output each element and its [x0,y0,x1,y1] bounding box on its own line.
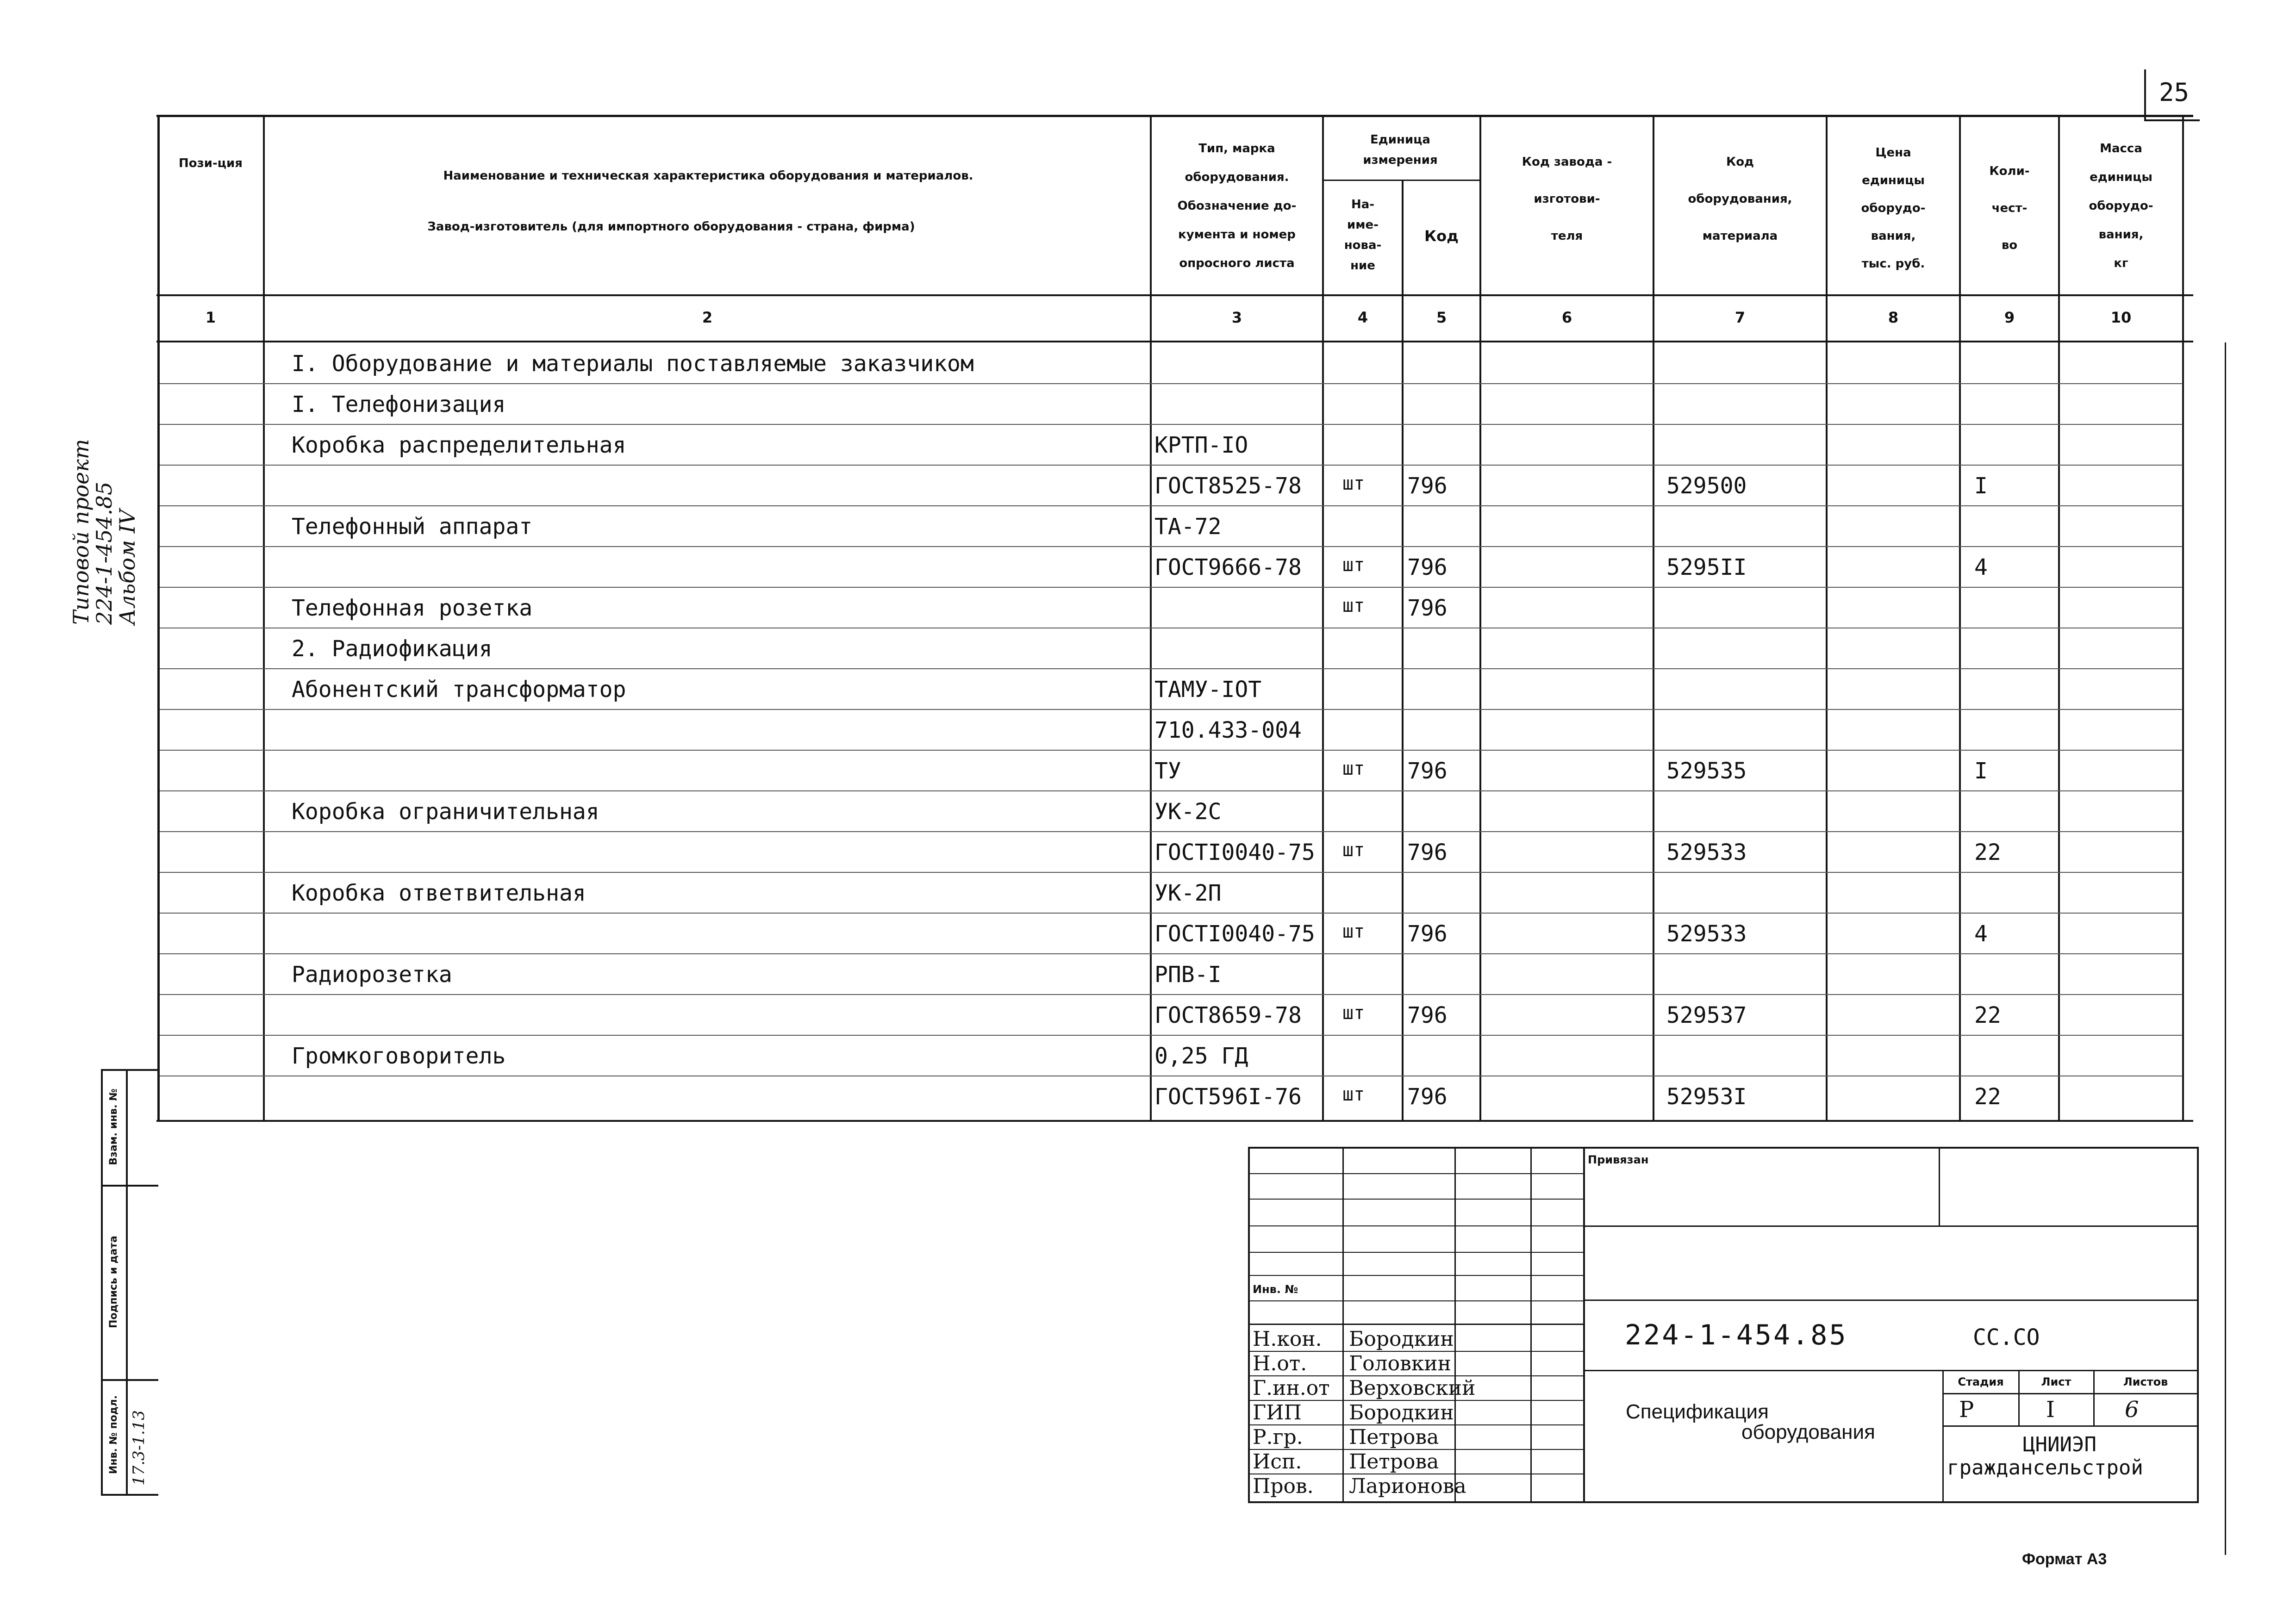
margin-label-replacement: Взам. инв. № [108,1088,119,1165]
sheets-label: Листов [2123,1375,2168,1388]
privyazan-label: Привязан [1588,1153,1649,1166]
row-name-cell: Радиорозетка [292,962,452,988]
header-factory-code-line: теля [1551,229,1583,243]
row-name-cell: 2. Радиофикация [292,636,493,662]
row-divider [160,587,2183,588]
header-equipment-code-line: оборудования, [1688,192,1792,206]
row-divider [160,668,2183,669]
row-name-cell: Телефонный аппарат [292,514,533,540]
header-name-line-2: Завод-изготовитель (для импортного оборудования - страна, фирма) [427,220,915,234]
row-type-cell: ТАМУ-IОТ [1154,677,1262,703]
row-type-cell: УК-2П [1154,880,1222,906]
row-divider [160,709,2183,710]
header-price-line: вания, [1871,229,1916,243]
header-quantity [1961,153,2058,264]
signature-role: Н.кон. [1253,1327,1322,1351]
signature-divider [1248,1351,1583,1352]
row-equipment-code-cell: 529535 [1666,758,1747,784]
row-unit-code-cell: 796 [1407,921,1447,947]
row-divider [160,994,2183,995]
row-type-cell: ГОСТ8525-78 [1154,473,1302,499]
row-type-cell: ГОСТI0040-75 [1154,921,1315,947]
row-divider [160,872,2183,873]
row-name-cell: I. Телефонизация [292,392,506,417]
signature-role: Г.ин.от [1253,1376,1330,1400]
header-factory-code [1481,143,1653,255]
organization-line-2: граждансельстрой [1947,1456,2143,1480]
header-quantity-line: чест- [1991,201,2028,215]
header-mass-line: Масса [2100,142,2142,155]
signature-name: Петрова [1349,1450,1439,1474]
sheet-label: Лист [2041,1375,2071,1388]
row-unit-code-cell: 796 [1407,595,1447,621]
column-number-4: 4 [1357,309,1368,326]
header-unit-name [1324,194,1402,276]
header-mass [2060,134,2182,278]
row-unit-code-cell: 796 [1407,758,1447,784]
header-quantity-line: во [2001,238,2018,252]
row-equipment-code-cell: 529533 [1666,921,1747,947]
row-name-cell: Коробка ответвительная [292,880,586,906]
row-unit-code-cell: 796 [1407,839,1447,865]
margin-label-inventory: Инв. № подл. [108,1395,119,1474]
format-label: Формат А3 [2022,1550,2107,1568]
header-equipment-code-line: Код [1726,155,1754,169]
header-equipment-code [1654,143,1826,255]
row-unit-code-cell: 796 [1407,554,1447,580]
row-divider [160,750,2183,751]
row-type-cell: ГОСТ8659-78 [1154,1002,1302,1028]
row-unit-cell: шт [1342,839,1365,861]
header-mass-line: вания, [2098,228,2144,242]
row-type-cell: 0,25 ГД [1154,1043,1248,1069]
column-number-7: 7 [1734,309,1746,326]
column-number-3: 3 [1231,309,1242,326]
header-price-line: единицы [1862,174,1925,187]
row-unit-cell: шт [1342,473,1365,494]
row-name-cell: I. Оборудование и материалы поставляемые заказчиком [292,351,974,377]
row-quantity-cell: 22 [1974,1002,2001,1028]
header-equipment-code-line: материала [1702,229,1778,243]
row-type-cell: ТУ [1154,758,1181,784]
document-code: 224-1-454.85 [1625,1319,1848,1351]
header-position: Пози-ция [179,156,243,170]
signature-divider [1248,1424,1583,1425]
row-divider [160,505,2183,506]
margin-inventory-value: 17.3-1.13 [130,1410,148,1486]
header-type-line: Тип, марка [1198,142,1275,155]
signature-role: Н.от. [1253,1352,1307,1375]
header-mass-line: кг [2114,256,2128,270]
row-unit-cell: шт [1342,1084,1365,1105]
header-unit-name-line: нова- [1344,238,1382,252]
row-divider [160,913,2183,914]
margin-label-signature: Подпись и дата [108,1236,119,1328]
row-name-cell: Телефонная розетка [292,595,533,621]
header-factory-code-line: изготови- [1534,192,1600,206]
side-stamp-line-2: 224-1-454.85 [92,481,117,625]
signature-name: Петрова [1349,1425,1439,1449]
header-mass-line: оборудо- [2089,199,2153,213]
column-number-2: 2 [702,309,713,326]
row-quantity-cell: I [1974,758,1988,784]
header-price-line: оборудо- [1861,201,1926,215]
row-unit-code-cell: 796 [1407,1084,1447,1110]
row-divider [160,953,2183,954]
row-quantity-cell: 4 [1974,921,1988,947]
signature-divider [1248,1375,1583,1376]
row-unit-cell: шт [1342,758,1365,779]
row-name-cell: Абонентский трансформатор [292,677,626,703]
row-equipment-code-cell: 529537 [1666,1002,1747,1028]
header-price [1828,139,1959,278]
header-price-line: Цена [1875,146,1911,160]
row-quantity-cell: 22 [1974,1084,2001,1110]
signature-role: Пров. [1253,1474,1314,1498]
row-type-cell: ГОСТ9666-78 [1154,554,1302,580]
row-divider [160,383,2183,384]
row-quantity-cell: I [1974,473,1988,499]
document-suffix: СС.СО [1973,1325,2040,1350]
sheet-value: I [2046,1397,2055,1423]
signature-name: Ларионова [1349,1474,1466,1498]
row-unit-cell: шт [1342,921,1365,942]
signature-role: ГИП [1253,1401,1302,1424]
row-type-cell: РПВ-I [1154,962,1222,988]
header-name-line-1: Наименование и техническая характеристика оборудования и материалов. [443,169,973,183]
row-quantity-cell: 4 [1974,554,1988,580]
row-type-cell: ГОСТI0040-75 [1154,839,1315,865]
organization-line-1: ЦНИИЭП [2023,1433,2096,1456]
column-number-8: 8 [1888,309,1899,326]
row-unit-cell: шт [1342,595,1365,616]
signature-name: Бородкин [1349,1327,1454,1351]
signature-name: Головкин [1349,1352,1451,1375]
signature-role: Исп. [1253,1450,1302,1474]
stage-label: Стадия [1958,1375,2004,1388]
signature-role: Р.гр. [1253,1425,1303,1449]
document-title-line-2: оборудования [1741,1421,1875,1443]
row-divider [160,424,2183,425]
row-divider [160,790,2183,791]
header-factory-code-line: Код завода - [1522,155,1612,169]
document-title-line-1: Спецификация [1626,1400,1769,1423]
side-stamp-line-3: Альбом IV [115,509,140,625]
row-type-cell: УК-2С [1154,799,1222,825]
stage-value: Р [1959,1397,1974,1423]
row-name-cell: Громкоговоритель [292,1043,506,1069]
row-unit-cell: шт [1342,554,1365,576]
header-unit-name-line: имe- [1347,218,1379,232]
row-unit-code-cell: 796 [1407,1002,1447,1028]
column-number-5: 5 [1436,309,1447,326]
page-number: 25 [2159,78,2190,107]
header-type-line: опросного листа [1179,256,1295,270]
header-unit-group: Единица измерения [1363,133,1438,167]
row-divider [160,465,2183,466]
header-unit-name-line: На- [1351,198,1375,211]
column-number-9: 9 [2004,309,2015,326]
row-type-cell: ТА-72 [1154,514,1222,540]
column-number-6: 6 [1561,309,1572,326]
header-type-line: Обозначение до- [1177,199,1297,213]
row-unit-code-cell: 796 [1407,473,1447,499]
row-equipment-code-cell: 529533 [1666,839,1747,865]
signature-name: Бородкин [1349,1401,1454,1424]
side-stamp [69,439,139,625]
row-unit-cell: шт [1342,1002,1365,1024]
row-equipment-code-cell: 52953I [1666,1084,1747,1110]
row-divider [160,831,2183,832]
row-divider [160,546,2183,547]
column-number-1: 1 [205,309,216,326]
row-equipment-code-cell: 529500 [1666,473,1747,499]
header-price-line: тыс. руб. [1861,257,1925,271]
row-name-cell: Коробка ограничительная [292,799,599,825]
header-type-line: кумента и номер [1178,228,1296,242]
header-quantity-line: Коли- [1989,164,2030,178]
header-type-mark [1153,134,1321,278]
header-type-line: оборудования. [1185,170,1289,184]
column-number-10: 10 [2110,309,2132,326]
row-type-cell: ГОСТ596I-76 [1154,1084,1302,1110]
signature-name: Верховский [1349,1376,1476,1400]
inventory-number-label: Инв. № [1253,1283,1298,1296]
sheets-value: 6 [2125,1397,2139,1423]
row-equipment-code-cell: 5295II [1666,554,1747,580]
header-unit-name-line: ние [1350,259,1375,273]
side-stamp-line-1: Типовой проект [69,439,94,625]
header-unit-code: Код [1424,227,1459,245]
row-type-cell: 710.433-004 [1154,717,1302,743]
row-type-cell: КРТП-IО [1154,432,1248,458]
header-mass-line: единицы [2090,170,2152,184]
signature-divider [1248,1400,1583,1401]
row-name-cell: Коробка распределительная [292,432,626,458]
signature-divider [1248,1449,1583,1450]
row-divider [160,1035,2183,1036]
row-quantity-cell: 22 [1974,839,2001,865]
